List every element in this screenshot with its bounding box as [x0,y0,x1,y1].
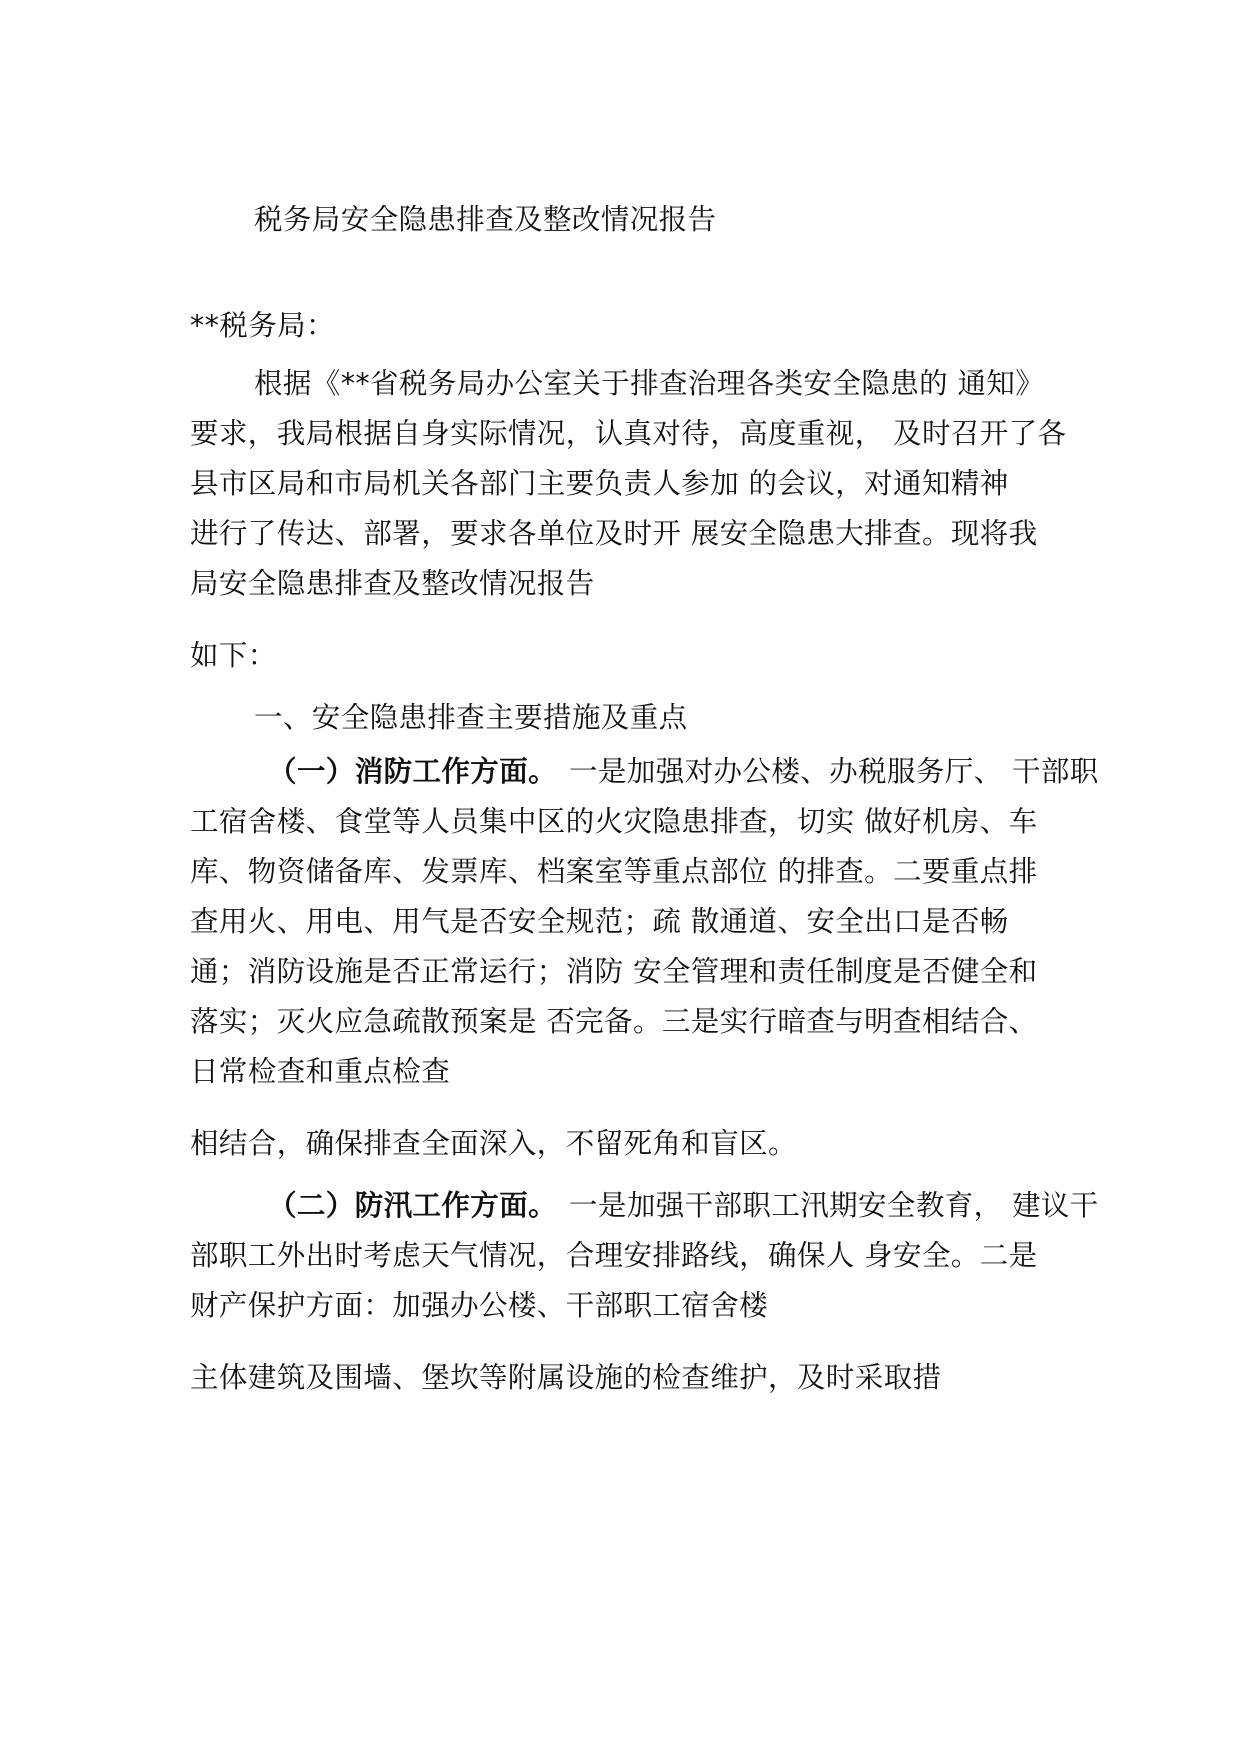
subsection-1-line: 工宿舍楼、食堂等人员集中区的火灾隐患排查，切实 做好机房、车 [190,805,1038,838]
subsection-1-line: 通；消防设施是否正常运行；消防 安全管理和责任制度是否健全和 [190,955,1038,988]
subsection-1-first-line [268,752,1099,792]
subsection-1-line: 一是加强对办公楼、办税服务厅、 干部职 [569,755,1099,788]
paragraph1-line: 根据《**省税务局办公室关于排查治理各类安全隐患的 通知》 [254,367,1045,400]
document-title: 税务局安全隐患排查及整改情况报告 [254,203,717,236]
subsection-2-line: 部职工外出时考虑天气情况，合理安排路线，确保人 身安全。二是 [190,1239,1038,1272]
subsection-2-tail: 主体建筑及围墙、堡坎等附属设施的检查维护，及时采取措 [190,1361,942,1394]
paragraph1-line: 要求，我局根据自身实际情况，认真对待，高度重视， 及时召开了各 [190,417,1067,450]
subsection-2-line: 一是加强干部职工汛期安全教育， 建议干 [569,1189,1099,1222]
subsection-1-line: 查用火、用电、用气是否安全规范；疏 散通道、安全出口是否畅 [190,905,1009,938]
paragraph1-line: 局安全隐患排查及整改情况报告 [190,567,595,600]
subsection-1-tail: 相结合，确保排查全面深入，不留死角和盲区。 [190,1127,797,1160]
section-heading: 一、安全隐患排查主要措施及重点 [254,701,688,734]
paragraph1-tail: 如下： [190,639,277,672]
subsection-1-line: 落实；灭火应急疏散预案是 否完备。三是实行暗查与明查相结合、 [190,1005,1038,1038]
paragraph1-line: 县市区局和市局机关各部门主要负责人参加 的会议，对通知精神 [190,467,1009,500]
subsection-1-label: （一）消防工作方面。 [268,755,558,788]
subsection-1-line: 库、物资储备库、发票库、档案室等重点部位 的排查。二要重点排 [190,855,1038,888]
subsection-2-line: 财产保护方面：加强办公楼、干部职工宿舍楼 [190,1289,769,1322]
salutation: **税务局： [190,309,335,342]
subsection-2-label: （二）防汛工作方面。 [268,1189,558,1222]
subsection-2-first-line [268,1186,1099,1226]
paragraph1-line: 进行了传达、部署，要求各单位及时开 展安全隐患大排查。现将我 [190,517,1038,550]
subsection-1-line: 日常检查和重点检查 [190,1055,451,1088]
